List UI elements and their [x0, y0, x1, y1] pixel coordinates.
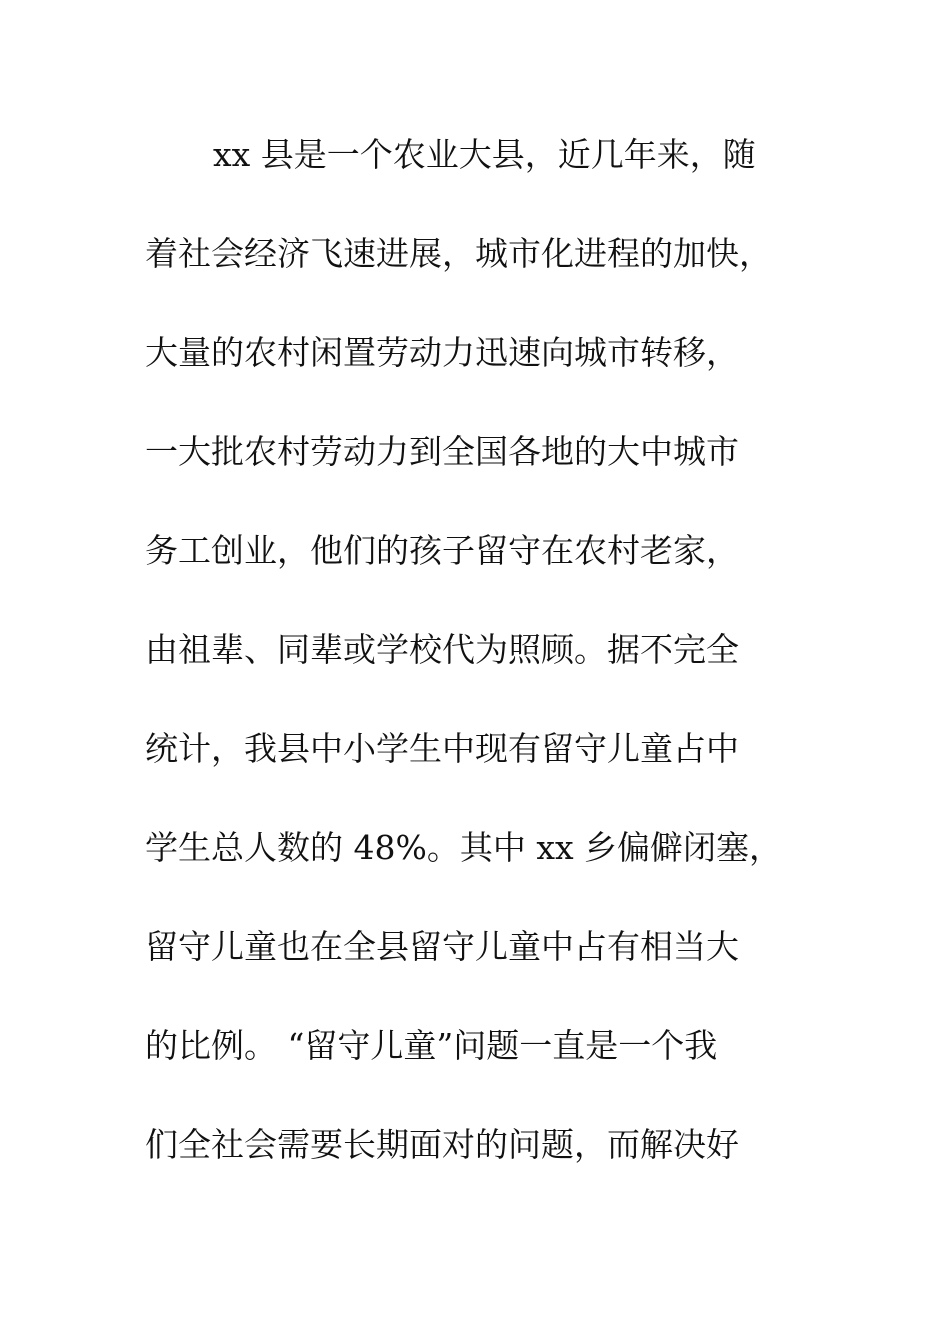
text-line-5: 务工创业，他们的孩子留守在农村老家， — [145, 531, 739, 570]
text-line-3: 大量的农村闲置劳动力迅速向城市转移， — [145, 333, 739, 372]
text-line-2: 着社会经济飞速进展，城市化进程的加快， — [145, 234, 772, 273]
text-line-10: 的比例。 “留守儿童”问题一直是一个我 — [145, 1026, 718, 1065]
text-line-7: 统计，我县中小学生中现有留守儿童占中 — [145, 729, 739, 768]
text-line-9: 留守儿童也在全县留守儿童中占有相当大 — [145, 927, 739, 966]
text-line-4: 一大批农村劳动力到全国各地的大中城市 — [145, 432, 739, 471]
text-line-8: 学生总人数的 48%。其中 xx 乡偏僻闭塞， — [145, 828, 783, 867]
text-line-11: 们全社会需要长期面对的问题，而解决好 — [145, 1125, 739, 1164]
text-line-6: 由祖辈、同辈或学校代为照顾。据不完全 — [145, 630, 739, 669]
body-paragraph — [145, 124, 805, 1213]
text-line-1: xx 县是一个农业大县，近几年来，随 — [213, 135, 756, 174]
